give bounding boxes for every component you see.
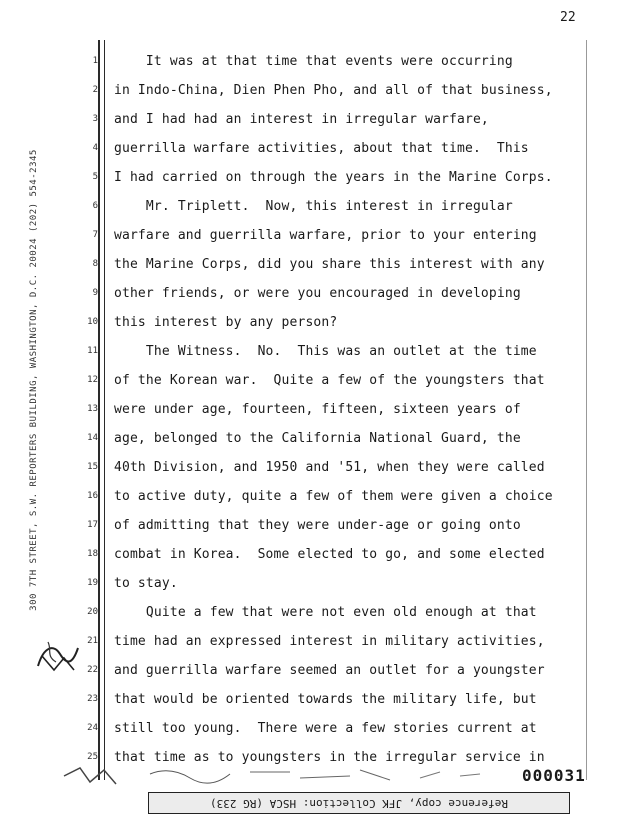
margin-rule-left (98, 40, 100, 780)
line-number: 12 (87, 375, 98, 385)
transcript-line: of the Korean war. Quite a few of the youngsters that (114, 373, 545, 388)
transcript-line: guerrilla warfare activities, about that time. This (114, 141, 529, 156)
transcript-line: the Marine Corps, did you share this interest with any (114, 257, 545, 272)
transcript-line: 40th Division, and 1950 and '51, when they were called (114, 460, 545, 475)
transcript-line: other friends, or were you encouraged in developing (114, 286, 521, 301)
transcript-line: in Indo-China, Dien Phen Pho, and all of that business, (114, 83, 553, 98)
page-number: 22 (560, 10, 576, 25)
line-number: 15 (87, 462, 98, 472)
line-number: 17 (87, 520, 98, 530)
line-number: 18 (87, 549, 98, 559)
transcript-line: age, belonged to the California National Guard, the (114, 431, 521, 446)
footer-scan-noise (60, 764, 580, 788)
handwritten-mark-icon (34, 636, 82, 676)
line-number: 4 (92, 143, 98, 153)
line-number: 2 (92, 85, 98, 95)
line-number: 20 (87, 607, 98, 617)
line-number: 7 (92, 230, 98, 240)
transcript-line: this interest by any person? (114, 315, 338, 330)
transcript-line: that would be oriented towards the military life, but (114, 692, 537, 707)
line-number: 19 (87, 578, 98, 588)
reference-banner: Reference copy, JFK Collection: HSCA (RG 233) (148, 792, 570, 814)
transcript-line: and I had had an interest in irregular warfare, (114, 112, 489, 127)
line-number: 10 (87, 317, 98, 327)
transcript-line: It was at that time that events were occurring (114, 54, 513, 69)
transcript-line: warfare and guerrilla warfare, prior to your entering (114, 228, 537, 243)
line-number: 8 (92, 259, 98, 269)
transcript-line: to stay. (114, 576, 178, 591)
transcript-line: combat in Korea. Some elected to go, and some elected (114, 547, 545, 562)
transcript-line: that time as to youngsters in the irregular service in (114, 750, 545, 765)
transcript-line: The Witness. No. This was an outlet at the time (114, 344, 537, 359)
side-margin-text: 300 7TH STREET, S.W. REPORTERS BUILDING, WASHINGTON, D.C. 20024 (202) 554-2345 (29, 149, 39, 611)
transcript-line: of admitting that they were under-age or going onto (114, 518, 521, 533)
line-number: 5 (92, 172, 98, 182)
line-number: 11 (87, 346, 98, 356)
transcript-line: were under age, fourteen, fifteen, sixteen years of (114, 402, 521, 417)
transcript-line: I had carried on through the years in the Marine Corps. (114, 170, 553, 185)
transcript-line: Quite a few that were not even old enough at that (114, 605, 537, 620)
line-number: 22 (87, 665, 98, 675)
line-number: 16 (87, 491, 98, 501)
line-number: 6 (92, 201, 98, 211)
line-number: 23 (87, 694, 98, 704)
line-number: 13 (87, 404, 98, 414)
document-id: 000031 (522, 766, 586, 785)
transcript-line: time had an expressed interest in military activities, (114, 634, 545, 649)
line-number: 25 (87, 752, 98, 762)
transcript-line: Mr. Triplett. Now, this interest in irregular (114, 199, 513, 214)
margin-rule-inner (104, 40, 105, 780)
transcript-line: still too young. There were a few stories current at (114, 721, 537, 736)
margin-rule-right (586, 40, 587, 780)
line-number: 21 (87, 636, 98, 646)
line-number: 1 (92, 56, 98, 66)
line-number: 9 (92, 288, 98, 298)
transcript-line: and guerrilla warfare seemed an outlet for a youngster (114, 663, 545, 678)
line-number: 3 (92, 114, 98, 124)
line-number: 24 (87, 723, 98, 733)
line-number: 14 (87, 433, 98, 443)
transcript-line: to active duty, quite a few of them were given a choice (114, 489, 553, 504)
